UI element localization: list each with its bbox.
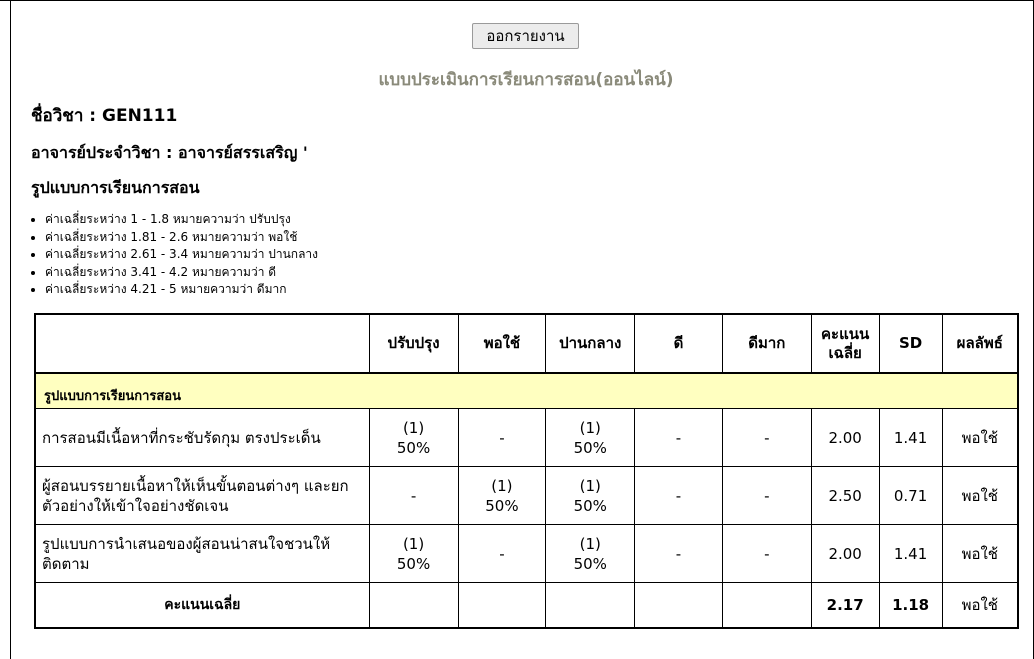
legend-item: • ค่าเฉลี่ยระหว่าง 4.21 - 5 หมายความว่า ดีมาก <box>45 281 318 299</box>
rating-value: 50% <box>396 554 431 573</box>
rating-value: (1) <box>579 534 601 553</box>
question-cell: ผู้สอนบรรยายเนื้อหาให้เห็นขั้นตอนต่างๆ และยกตัวอย่างให้เข้าใจอย่างชัดเจน <box>35 467 369 525</box>
rating-cell <box>635 409 723 467</box>
rating-cell <box>369 409 458 467</box>
header-improve: ปรับปรุง <box>369 314 458 373</box>
rating-cell <box>546 525 635 583</box>
sd-cell: 1.41 <box>879 525 942 583</box>
summary-empty-cell <box>458 583 546 629</box>
print-report-button[interactable]: ออกรายงาน <box>472 23 579 49</box>
rating-value: (1) <box>491 476 513 495</box>
rating-value: - <box>764 428 770 447</box>
rating-value: - <box>675 486 682 505</box>
frame-left-border <box>10 0 11 659</box>
rating-value: - <box>410 486 417 505</box>
header-fair: พอใช้ <box>458 314 546 373</box>
score-legend <box>31 211 318 299</box>
rating-value: 50% <box>485 496 519 515</box>
rating-value: - <box>675 544 682 563</box>
summary-row <box>35 583 1018 629</box>
teacher-label: อาจารย์ประจำวิชา : <box>31 143 178 162</box>
header-question <box>35 314 369 373</box>
teacher-name: อาจารย์สรรเสริญ ' <box>178 143 308 162</box>
legend-item: • ค่าเฉลี่ยระหว่าง 1 - 1.8 หมายความว่า ปรับปรุง <box>45 211 318 229</box>
rating-cell <box>369 525 458 583</box>
summary-sd: 1.18 <box>879 583 942 629</box>
mean-cell: 2.00 <box>811 409 879 467</box>
legend-item: • ค่าเฉลี่ยระหว่าง 2.61 - 3.4 หมายความว่า ปานกลาง <box>45 246 318 264</box>
section-row-label: รูปแบบการเรียนการสอน <box>35 373 1018 409</box>
sd-cell: 1.41 <box>879 409 942 467</box>
question-cell: การสอนมีเนื้อหาที่กระชับรัดกุม ตรงประเด็น <box>35 409 369 467</box>
rating-value: - <box>764 544 770 563</box>
question-cell: รูปแบบการนำเสนอของผู้สอนน่าสนใจชวนให้ติดตาม <box>35 525 369 583</box>
course-label: ชื่อวิชา : <box>31 106 103 126</box>
rating-cell <box>369 467 458 525</box>
rating-value: 50% <box>573 496 607 515</box>
header-good: ดี <box>635 314 723 373</box>
section-row <box>35 373 1018 409</box>
rating-cell <box>635 525 723 583</box>
table-row <box>35 467 1018 525</box>
rating-value: - <box>675 428 682 447</box>
frame-top-border <box>0 0 1034 1</box>
sd-cell: 0.71 <box>879 467 942 525</box>
rating-value: 50% <box>573 438 607 457</box>
summary-empty-cell <box>722 583 811 629</box>
rating-cell <box>722 409 811 467</box>
rating-value: 50% <box>573 554 607 573</box>
summary-empty-cell <box>369 583 458 629</box>
section-heading: รูปแบบการเรียนการสอน <box>31 178 200 197</box>
header-very-good: ดีมาก <box>722 314 811 373</box>
result-cell: พอใช้ <box>942 409 1018 467</box>
rating-value: - <box>499 428 505 447</box>
summary-mean: 2.17 <box>811 583 879 629</box>
mean-cell: 2.50 <box>811 467 879 525</box>
summary-label: คะแนนเฉลี่ย <box>35 583 369 629</box>
rating-value: - <box>764 486 770 505</box>
course-info <box>31 102 177 129</box>
table-row <box>35 409 1018 467</box>
header-result: ผลลัพธ์ <box>942 314 1018 373</box>
summary-empty-cell <box>546 583 635 629</box>
rating-cell <box>635 467 723 525</box>
rating-value: (1) <box>579 418 601 437</box>
rating-cell <box>722 525 811 583</box>
legend-item: • ค่าเฉลี่ยระหว่าง 1.81 - 2.6 หมายความว่า พอใช้ <box>45 229 318 247</box>
summary-empty-cell <box>635 583 723 629</box>
table-header-row <box>35 314 1018 373</box>
header-sd: SD <box>879 314 942 373</box>
header-moderate: ปานกลาง <box>546 314 635 373</box>
header-mean: คะแนน เฉลี่ย <box>811 314 879 373</box>
rating-value: (1) <box>402 418 425 437</box>
rating-value: - <box>499 544 505 563</box>
rating-value: 50% <box>396 438 431 457</box>
rating-cell <box>458 409 546 467</box>
table-row <box>35 525 1018 583</box>
page-title: แบบประเมินการเรียนการสอน(ออนไลน์) <box>378 70 674 90</box>
course-code: GEN111 <box>102 106 178 126</box>
legend-item: • ค่าเฉลี่ยระหว่าง 3.41 - 4.2 หมายความว่า ดี <box>45 264 318 282</box>
evaluation-table <box>34 313 1019 629</box>
teacher-info <box>31 141 308 166</box>
summary-result: พอใช้ <box>942 583 1018 629</box>
rating-value: (1) <box>579 476 601 495</box>
rating-cell <box>458 467 546 525</box>
rating-cell <box>458 525 546 583</box>
rating-value: (1) <box>402 534 425 553</box>
rating-cell <box>722 467 811 525</box>
mean-cell: 2.00 <box>811 525 879 583</box>
result-cell: พอใช้ <box>942 467 1018 525</box>
rating-cell <box>546 467 635 525</box>
result-cell: พอใช้ <box>942 525 1018 583</box>
rating-cell <box>546 409 635 467</box>
